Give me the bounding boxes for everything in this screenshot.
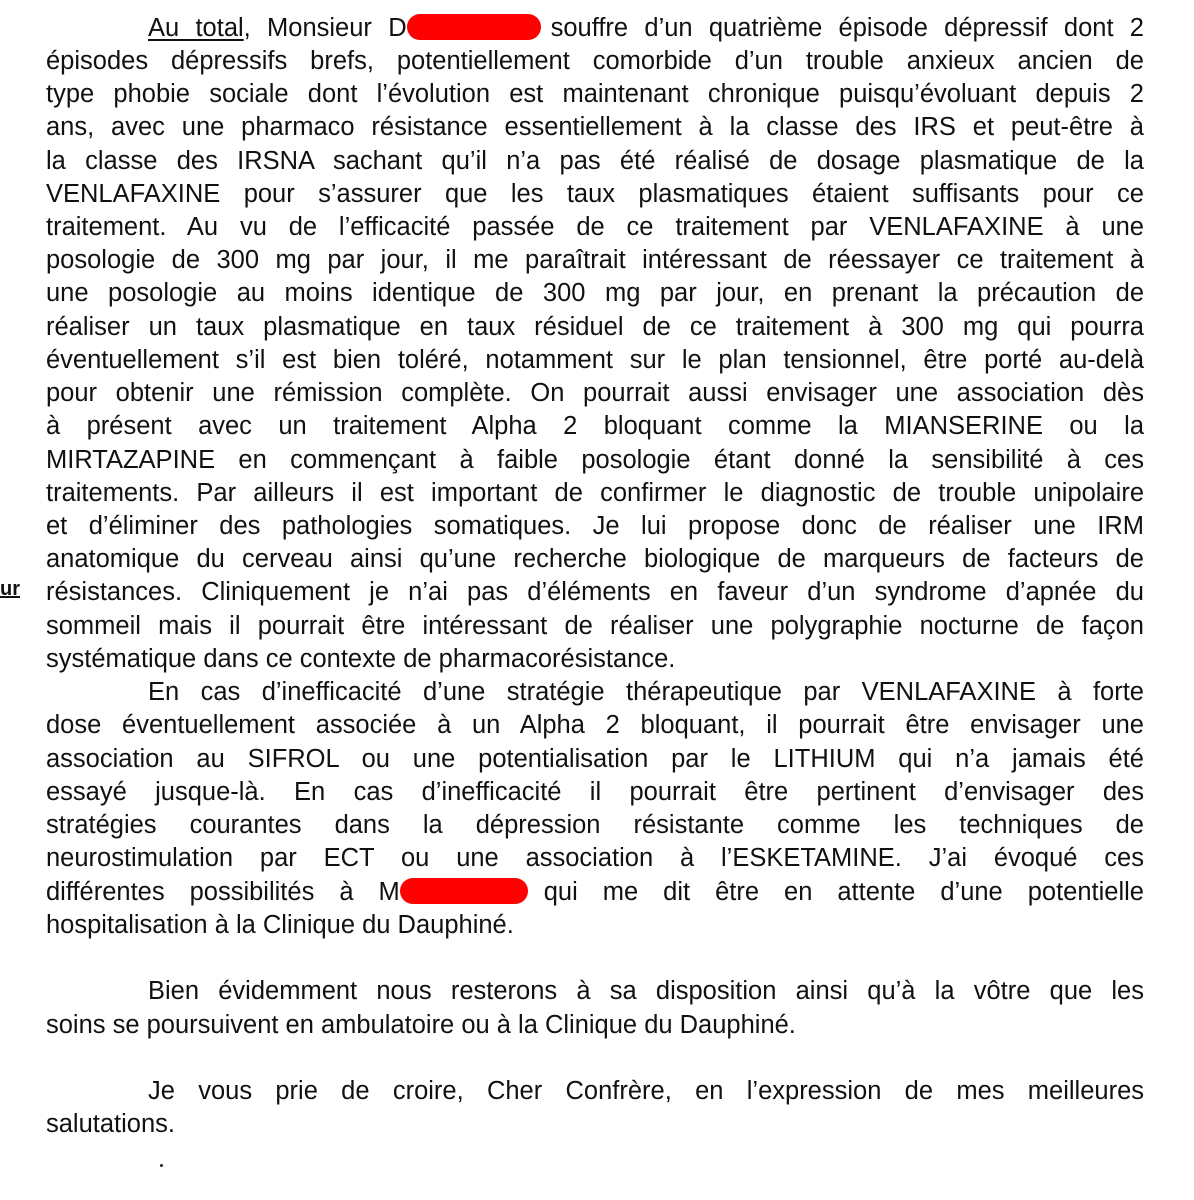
text-line: différentes possibilités à M qui me dit être en attente d’une potentielle bbox=[46, 878, 1144, 906]
text-line: association au SIFROL ou une potentialisation par le LITHIUM qui n’a jamais été bbox=[46, 745, 1144, 773]
text-line: sommeil mais il pourrait être intéressant de réaliser une polygraphie nocturne de façon bbox=[46, 612, 1144, 640]
redacted-name bbox=[407, 14, 541, 40]
text-line: VENLAFAXINE pour s’assurer que les taux plasmatiques étaient suffisants pour ce bbox=[46, 180, 1144, 208]
text-line: traitements. Par ailleurs il est important de confirmer le diagnostic de trouble unipolaire bbox=[46, 479, 1144, 507]
text-line: soins se poursuivent en ambulatoire ou à la Clinique du Dauphiné. bbox=[46, 1011, 796, 1039]
text-line: éventuellement s’il est bien toléré, notamment sur le plan tensionnel, être porté au-delà bbox=[46, 346, 1144, 374]
text-line: essayé jusque-là. En cas d’inefficacité il pourrait être pertinent d’envisager des bbox=[46, 778, 1144, 806]
text-line: et d’éliminer des pathologies somatiques. Je lui propose donc de réaliser une IRM bbox=[46, 512, 1144, 540]
text-line: Je vous prie de croire, Cher Confrère, en l’expression de mes meilleures bbox=[148, 1077, 1144, 1105]
text-line: Bien évidemment nous resterons à sa disposition ainsi qu’à la vôtre que les bbox=[148, 977, 1144, 1005]
stray-dot bbox=[160, 1164, 163, 1167]
text-line: la classe des IRSNA sachant qu’il n’a pas été réalisé de dosage plasmatique de la bbox=[46, 147, 1144, 175]
text-line: pour obtenir une rémission complète. On pourrait aussi envisager une association dès bbox=[46, 379, 1144, 407]
text-line: systématique dans ce contexte de pharmacorésistance. bbox=[46, 645, 676, 673]
text-line: traitement. Au vu de l’efficacité passée de ce traitement par VENLAFAXINE à une bbox=[46, 213, 1144, 241]
text-line: En cas d’inefficacité d’une stratégie thérapeutique par VENLAFAXINE à forte bbox=[148, 678, 1144, 706]
text-line: neurostimulation par ECT ou une association à l’ESKETAMINE. J’ai évoqué ces bbox=[46, 844, 1144, 872]
text-line: stratégies courantes dans la dépression résistante comme les techniques de bbox=[46, 811, 1144, 839]
text-line: posologie de 300 mg par jour, il me paraîtrait intéressant de réessayer ce traitement à bbox=[46, 246, 1144, 274]
text-line: une posologie au moins identique de 300 mg par jour, en prenant la précaution de bbox=[46, 279, 1144, 307]
text-line: anatomique du cerveau ainsi qu’une recherche biologique de marqueurs de facteurs de bbox=[46, 545, 1144, 573]
text-line: résistances. Cliniquement je n’ai pas d’éléments en faveur d’un syndrome d’apnée du bbox=[46, 578, 1144, 606]
text-line: hospitalisation à la Clinique du Dauphiné. bbox=[46, 911, 514, 939]
text-line: ans, avec une pharmaco résistance essentiellement à la classe des IRS et peut-être à bbox=[46, 113, 1144, 141]
section-label: Au total bbox=[148, 14, 244, 42]
redacted-name bbox=[400, 878, 528, 904]
text-line: réaliser un taux plasmatique en taux résiduel de ce traitement à 300 mg qui pourra bbox=[46, 313, 1144, 341]
text-line: salutations. bbox=[46, 1110, 175, 1138]
text-line: à présent avec un traitement Alpha 2 bloquant comme la MIANSERINE ou la bbox=[46, 412, 1144, 440]
text-line: dose éventuellement associée à un Alpha 2 bloquant, il pourrait être envisager une bbox=[46, 711, 1144, 739]
text-line: MIRTAZAPINE en commençant à faible posologie étant donné la sensibilité à ces bbox=[46, 446, 1144, 474]
text-line: épisodes dépressifs brefs, potentiellement comorbide d’un trouble anxieux ancien de bbox=[46, 47, 1144, 75]
text-line: type phobie sociale dont l’évolution est maintenant chronique puisqu’évoluant depuis 2 bbox=[46, 80, 1144, 108]
margin-text-fragment: ur bbox=[0, 578, 20, 600]
text-line: Au total, Monsieur D souffre d’un quatrième épisode dépressif dont 2 bbox=[148, 14, 1144, 42]
